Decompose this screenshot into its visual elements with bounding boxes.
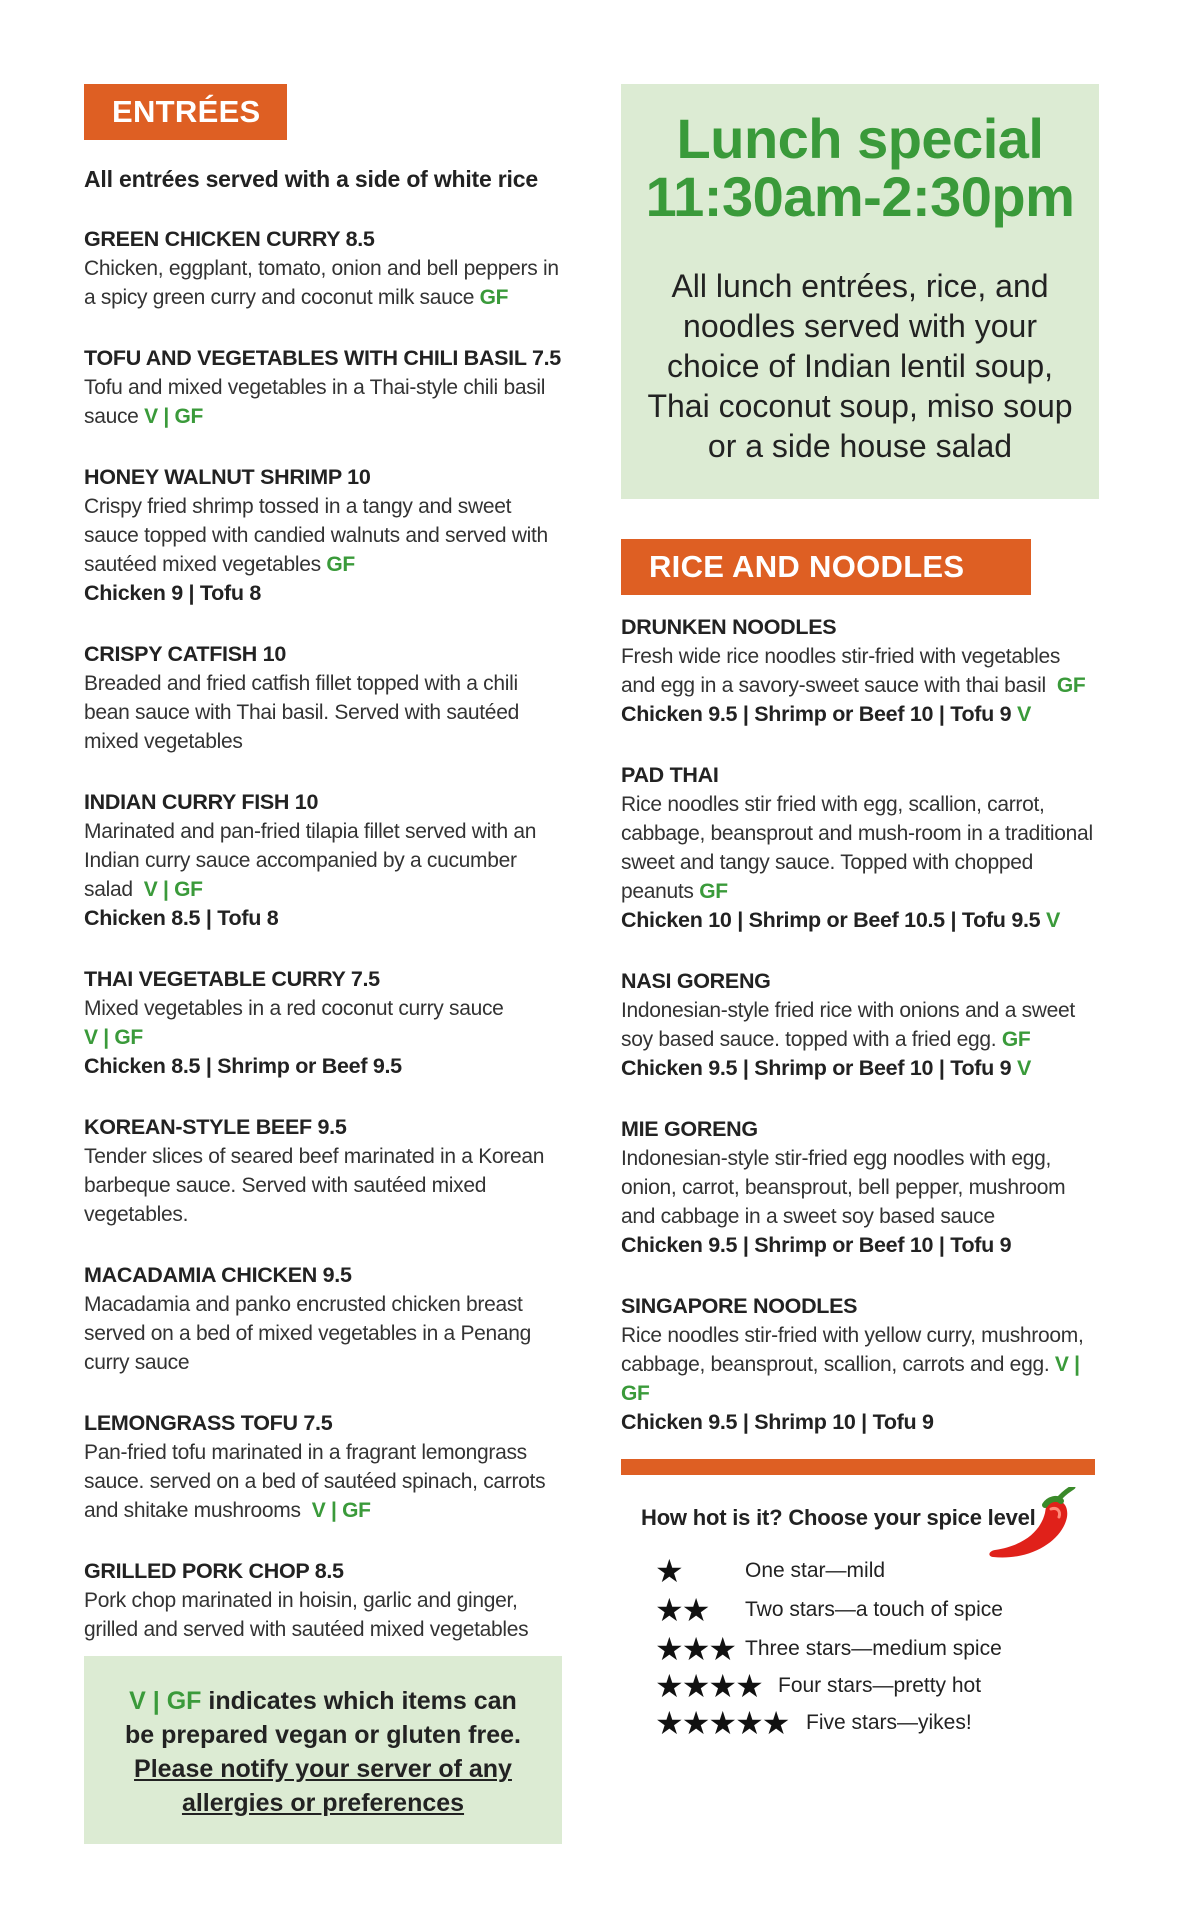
menu-item	[621, 1292, 1099, 1437]
legend-tags: V | GF	[129, 1687, 202, 1715]
item-price: Chicken 8.5 | Shrimp or Beef 9.5	[84, 1054, 402, 1078]
right-column	[621, 84, 1099, 1765]
diet-legend-box	[84, 1656, 562, 1844]
menu-item	[84, 788, 564, 933]
spice-level-row	[655, 1592, 1003, 1628]
menu-item	[84, 344, 564, 431]
star-icon: ★★★★★	[655, 1705, 789, 1741]
lunch-special-box	[621, 84, 1099, 499]
entrees-header: ENTRÉES	[84, 84, 287, 140]
item-desc: Macadamia and panko encrusted chicken breast served on a bed of mixed vegetables in a Penang curry sauce	[84, 1293, 532, 1374]
item-price: Chicken 9.5 | Shrimp 10 | Tofu 9	[621, 1410, 934, 1434]
item-price: Chicken 8.5 | Tofu 8	[84, 906, 279, 930]
menu-item	[84, 1261, 564, 1377]
menu-item	[621, 613, 1099, 729]
spice-level-row	[655, 1553, 886, 1589]
spice-level-row	[655, 1705, 972, 1741]
item-name: INDIAN CURRY FISH 10	[84, 790, 319, 814]
item-name: CRISPY CATFISH 10	[84, 642, 286, 666]
spice-label: Five stars—yikes!	[806, 1711, 972, 1734]
item-desc: Crispy fried shrimp tossed in a tangy and sweet sauce topped with candied walnuts and served with sautéed mixed vegetables GF	[84, 495, 548, 576]
spice-title: How hot is it? Choose your spice level	[641, 1505, 1036, 1530]
item-name: HONEY WALNUT SHRIMP 10	[84, 465, 371, 489]
item-price: Chicken 10 | Shrimp or Beef 10.5 | Tofu 9.5 V	[621, 908, 1061, 932]
item-desc: Rice noodles stir-fried with yellow curry, mushroom, cabbage, beansprout, scallion, carrots and egg. V | GF	[621, 1324, 1084, 1405]
item-name: MIE GORENG	[621, 1117, 758, 1141]
entrees-section	[84, 84, 564, 1676]
section-divider	[621, 1459, 1095, 1475]
item-name: KOREAN-STYLE BEEF 9.5	[84, 1115, 347, 1139]
lunch-description: All lunch entrées, rice, and noodles served with your choice of Indian lentil soup, Thai coconut soup, miso soup or a side house salad	[647, 268, 1073, 464]
item-desc: Indonesian-style fried rice with onions and a sweet soy based sauce. topped with a fried egg. GF	[621, 999, 1075, 1051]
entrees-note: All entrées served with a side of white rice	[84, 166, 538, 192]
item-name: TOFU AND VEGETABLES WITH CHILI BASIL 7.5	[84, 346, 561, 370]
rice-noodles-section	[621, 539, 1099, 1437]
diet-tag: V | GF	[621, 1353, 1080, 1405]
spice-label: Three stars—medium spice	[745, 1637, 1002, 1660]
item-name: GRILLED PORK CHOP 8.5	[84, 1559, 344, 1583]
star-icon: ★★	[655, 1592, 709, 1628]
menu-item	[621, 761, 1099, 935]
spice-level-row	[655, 1668, 982, 1704]
item-desc: Rice noodles stir fried with egg, scallion, carrot, cabbage, beansprout and mush-room in a traditional sweet and tangy sauce. Topped with chopped peanuts GF	[621, 793, 1093, 903]
menu-item	[84, 1409, 564, 1525]
item-name: PAD THAI	[621, 763, 719, 787]
star-icon: ★★★	[655, 1631, 736, 1667]
diet-tag: V	[1017, 702, 1032, 726]
diet-tag: GF	[1056, 674, 1086, 697]
spice-level-row	[655, 1631, 1002, 1667]
item-desc: Indonesian-style stir-fried egg noodles with egg, onion, carrot, beansprout, bell pepper, mushroom and cabbage in a sweet soy based sauce	[621, 1147, 1066, 1228]
diet-tag: V | GF	[84, 1026, 143, 1049]
spice-label: Two stars—a touch of spice	[745, 1598, 1003, 1621]
item-price: Chicken 9.5 | Shrimp or Beef 10 | Tofu 9 V	[621, 702, 1032, 726]
diet-tag: GF	[1001, 1028, 1031, 1051]
star-icon: ★★★★	[655, 1668, 762, 1704]
item-price: Chicken 9.5 | Shrimp or Beef 10 | Tofu 9 V	[621, 1056, 1032, 1080]
diet-tag: V | GF	[144, 405, 204, 428]
item-desc: Marinated and pan-fried tilapia fillet served with an Indian curry sauce accompanied by a cucumber salad V | GF	[84, 820, 537, 901]
allergy-notice: Please notify your server of any allergies or preferences	[134, 1755, 512, 1817]
diet-tag: V	[1046, 908, 1061, 932]
item-price: Chicken 9.5 | Shrimp or Beef 10 | Tofu 9	[621, 1233, 1012, 1257]
lunch-title: Lunch special	[676, 107, 1044, 170]
star-icon: ★	[655, 1553, 682, 1589]
lunch-hours: 11:30am-2:30pm	[645, 165, 1075, 228]
diet-tag: GF	[479, 286, 509, 309]
spice-label: One star—mild	[745, 1559, 886, 1582]
legend-text: indicates which items can be prepared vegan or gluten free.	[125, 1687, 521, 1749]
item-name: MACADAMIA CHICKEN 9.5	[84, 1263, 352, 1287]
item-desc: Breaded and fried catfish fillet topped with a chili bean sauce with Thai basil. Served with sautéed mixed vegetables	[84, 672, 519, 753]
diet-tag: V	[1017, 1056, 1032, 1080]
item-desc: Tender slices of seared beef marinated in a Korean barbeque sauce. Served with sautéed mixed vegetables.	[84, 1145, 545, 1226]
item-name: LEMONGRASS TOFU 7.5	[84, 1411, 333, 1435]
diet-tag: GF	[326, 553, 355, 576]
spice-label: Four stars—pretty hot	[778, 1674, 982, 1697]
rice-noodles-header: RICE AND NOODLES	[621, 539, 1031, 595]
menu-item	[84, 1113, 564, 1229]
menu-item	[84, 965, 564, 1081]
item-desc: Mixed vegetables in a red coconut curry sauce	[84, 997, 504, 1020]
item-name: THAI VEGETABLE CURRY 7.5	[84, 967, 380, 991]
diet-tag: GF	[699, 880, 728, 903]
item-desc: Pan-fried tofu marinated in a fragrant lemongrass sauce. served on a bed of sautéed spinach, carrots and shitake mushrooms V | GF	[84, 1441, 546, 1522]
item-desc: Pork chop marinated in hoisin, garlic and ginger, grilled and served with sautéed mixed vegetables	[84, 1589, 529, 1641]
item-desc: Tofu and mixed vegetables in a Thai-style chili basil sauce V | GF	[84, 376, 546, 428]
item-name: SINGAPORE NOODLES	[621, 1294, 858, 1318]
menu-item	[84, 225, 564, 312]
item-name: GREEN CHICKEN CURRY 8.5	[84, 227, 375, 251]
menu-item	[84, 1557, 564, 1644]
menu-item	[84, 463, 564, 608]
item-name: DRUNKEN NOODLES	[621, 615, 837, 639]
diet-tag: V | GF	[311, 1499, 371, 1522]
chili-pepper-icon	[987, 1487, 1077, 1567]
item-desc: Fresh wide rice noodles stir-fried with vegetables and egg in a savory-sweet sauce with thai basil GF	[621, 645, 1086, 697]
diet-tag: V | GF	[143, 878, 203, 901]
menu-item	[621, 1115, 1099, 1260]
item-name: NASI GORENG	[621, 969, 771, 993]
menu-item	[84, 640, 564, 756]
spice-level-guide	[621, 1505, 1099, 1765]
item-desc: Chicken, eggplant, tomato, onion and bell peppers in a spicy green curry and coconut milk sauce GF	[84, 257, 559, 309]
menu-item	[621, 967, 1099, 1083]
item-price: Chicken 9 | Tofu 8	[84, 581, 262, 605]
